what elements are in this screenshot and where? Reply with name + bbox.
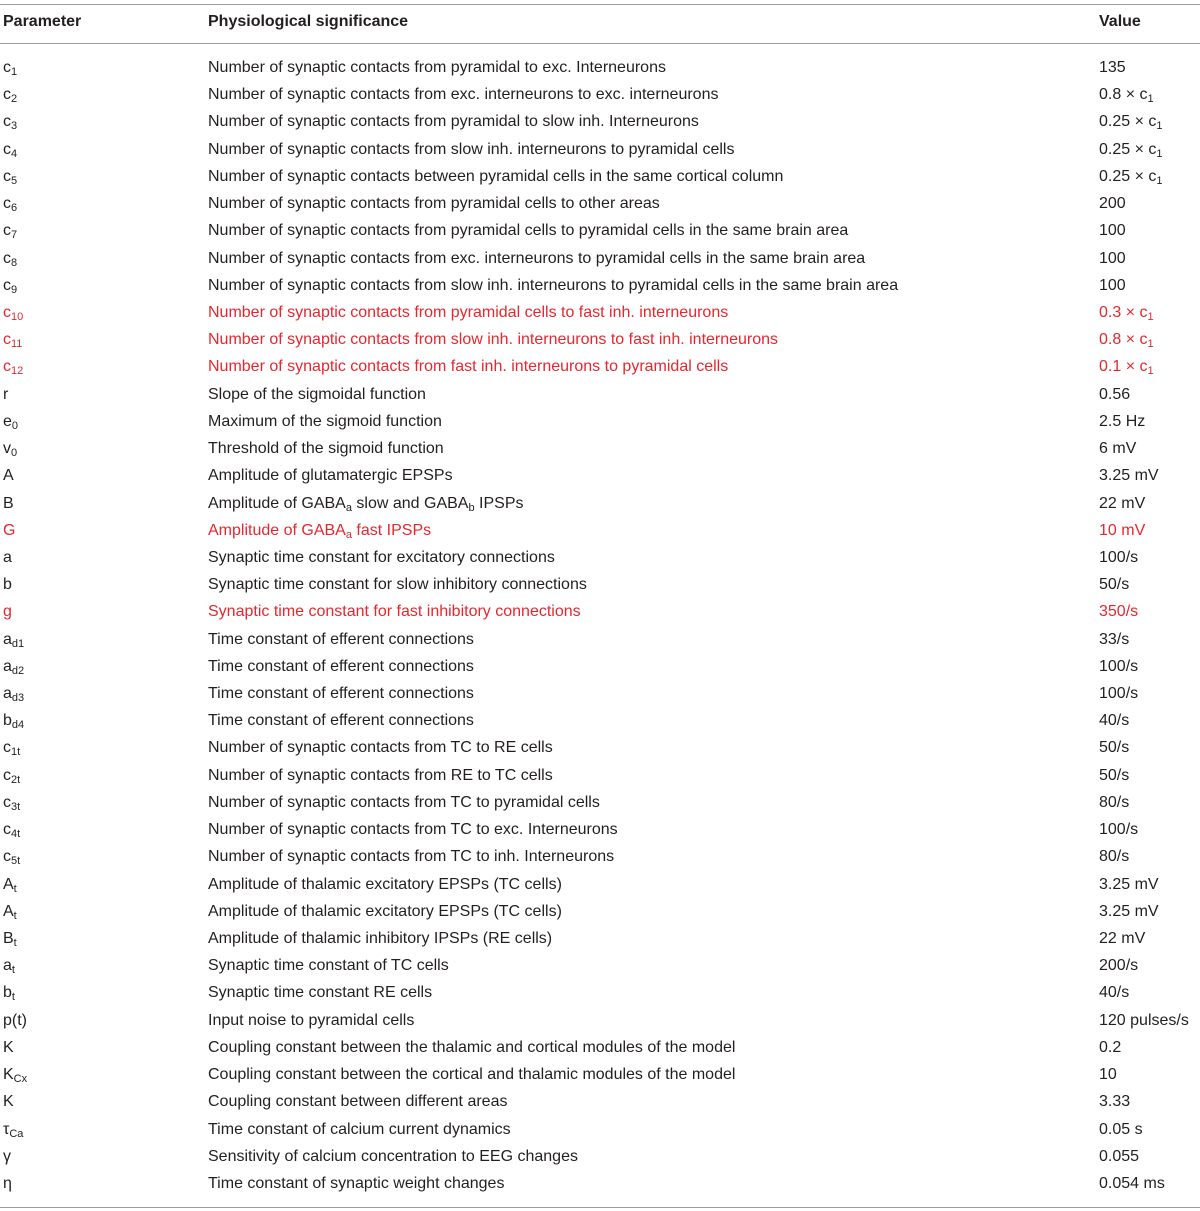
table-row — [0, 898, 1200, 925]
value-cell: 22 mV — [1099, 494, 1146, 512]
value-cell: 50/s — [1099, 576, 1130, 594]
value-cell: 40/s — [1099, 984, 1130, 1002]
significance-cell: Coupling constant between different areas — [208, 1093, 508, 1111]
significance-cell: Amplitude of $GABA_a$ slow and $GABA_b$ IPSPs — [208, 494, 524, 514]
bottom-rule — [0, 1207, 1200, 1208]
parameter-cell: $c_{3t}$ — [3, 793, 21, 813]
significance-cell: Number of synaptic contacts from TC to inh. Interneurons — [208, 848, 615, 866]
value-cell: 50/s — [1099, 766, 1130, 784]
table-row — [0, 1007, 1200, 1034]
parameter-cell: $B_t$ — [3, 930, 17, 949]
value-cell: 0.05 s — [1099, 1120, 1143, 1138]
table-row — [0, 734, 1200, 761]
parameter-cell: $c_7$ — [3, 222, 18, 242]
significance-cell: Number of synaptic contacts from TC to exc. Interneurons — [208, 821, 618, 839]
parameter-cell: $a_t$ — [3, 957, 15, 977]
table-row — [0, 816, 1200, 843]
significance-cell: Number of synaptic contacts from exc. interneurons to pyramidal cells in the same brain area — [208, 249, 866, 267]
value-cell: 200 — [1099, 195, 1126, 213]
significance-cell: Synaptic time constant RE cells — [208, 984, 433, 1002]
value-cell: 100 — [1099, 249, 1126, 267]
significance-cell: Threshold of the sigmoid function — [208, 440, 444, 458]
parameter-cell: $c_{10}$ — [3, 303, 24, 323]
value-cell: 33/s — [1099, 630, 1130, 648]
significance-cell: Time constant of efferent connections — [208, 712, 474, 730]
significance-cell: Number of synaptic contacts from pyramidal to exc. Interneurons — [208, 59, 666, 76]
parameter-cell: $A_t$ — [3, 902, 17, 922]
table-row — [0, 81, 1200, 108]
parameter-cell: $c_4$ — [3, 140, 18, 160]
significance-cell: Time constant of synaptic weight changes — [208, 1174, 505, 1192]
table-row — [0, 381, 1200, 408]
significance-cell: Input noise to pyramidal cells — [208, 1011, 415, 1029]
table-row — [0, 408, 1200, 435]
parameter-cell: $a_{d2}$ — [3, 657, 25, 677]
parameter-cell: $c_{1t}$ — [3, 739, 21, 759]
table-row — [0, 1061, 1200, 1088]
value-cell: 100/s — [1099, 657, 1139, 675]
table-row — [0, 1143, 1200, 1170]
value-cell: $0.25 \times c_1$ — [1099, 140, 1163, 160]
table-body — [0, 54, 1200, 1197]
parameter-cell: η — [3, 1174, 12, 1192]
significance-cell: Number of synaptic contacts from TC to RE cells — [208, 739, 553, 757]
parameter-cell: $c_8$ — [3, 249, 18, 269]
parameter-cell: B — [3, 494, 14, 512]
value-cell: 10 mV — [1099, 521, 1146, 539]
table-row — [0, 54, 1200, 81]
significance-cell: Coupling constant between the thalamic and cortical modules of the model — [208, 1038, 736, 1056]
significance-cell: Amplitude of thalamic excitatory EPSPs (TC cells) — [208, 902, 562, 920]
table-row — [0, 272, 1200, 299]
value-cell: 2.5 Hz — [1099, 412, 1146, 430]
value-cell: $0.25 \times c_1$ — [1099, 167, 1163, 187]
table-row — [0, 299, 1200, 326]
value-cell: $0.25 \times c_1$ — [1099, 113, 1163, 133]
parameter-cell: $c_3$ — [3, 113, 18, 133]
parameter-cell: $c_{4t}$ — [3, 821, 21, 841]
table-row — [0, 517, 1200, 544]
value-cell: 100/s — [1099, 685, 1139, 703]
value-cell: $0.3 \times c_1$ — [1099, 303, 1154, 323]
value-cell: 3.33 — [1099, 1093, 1131, 1111]
parameter-cell: $c_2$ — [3, 86, 18, 106]
value-cell: 120 pulses/s — [1099, 1011, 1189, 1029]
parameter-cell: K — [3, 1093, 14, 1111]
table-row — [0, 163, 1200, 190]
parameter-cell: $v_0$ — [3, 440, 18, 460]
parameter-cell: $c_1$ — [3, 59, 18, 78]
significance-cell: Coupling constant between the cortical and thalamic modules of the model — [208, 1066, 736, 1084]
significance-cell: Amplitude of thalamic inhibitory IPSPs (RE cells) — [208, 930, 553, 947]
significance-cell: Slope of the sigmoidal function — [208, 385, 426, 403]
table-row — [0, 680, 1200, 707]
value-cell: 0.56 — [1099, 385, 1131, 403]
table-row — [0, 979, 1200, 1006]
parameter-cell: g — [3, 603, 12, 621]
value-cell: 3.25 mV — [1099, 875, 1159, 893]
table-row — [0, 1088, 1200, 1115]
table-row — [0, 353, 1200, 380]
parameter-cell: A — [3, 467, 14, 485]
value-cell: 50/s — [1099, 739, 1130, 757]
significance-cell: Number of synaptic contacts from pyramidal cells to pyramidal cells in the same brain area — [208, 222, 849, 240]
significance-cell: Time constant of calcium current dynamics — [208, 1120, 511, 1138]
parameter-cell: $e_0$ — [3, 412, 19, 432]
significance-cell: Synaptic time constant for slow inhibitory connections — [208, 576, 587, 594]
header-significance: Physiological significance — [208, 13, 409, 30]
table-row — [0, 136, 1200, 163]
significance-cell: Number of synaptic contacts from TC to pyramidal cells — [208, 793, 600, 811]
parameter-cell: $A_t$ — [3, 875, 17, 895]
table-row — [0, 1170, 1200, 1197]
significance-cell: Number of synaptic contacts from RE to TC cells — [208, 766, 553, 784]
value-cell: 0.055 — [1099, 1147, 1140, 1165]
table-row — [0, 245, 1200, 272]
table-row — [0, 571, 1200, 598]
significance-cell: Synaptic time constant for fast inhibitory connections — [208, 603, 581, 621]
table-row — [0, 952, 1200, 979]
table-row — [0, 217, 1200, 244]
significance-cell: Number of synaptic contacts from slow inh. interneurons to fast inh. interneurons — [208, 331, 779, 349]
significance-cell: Number of synaptic contacts from exc. interneurons to exc. interneurons — [208, 86, 719, 104]
value-cell: 10 — [1099, 1066, 1117, 1084]
value-cell: 3.25 mV — [1099, 467, 1159, 485]
table-row — [0, 925, 1200, 952]
significance-cell: Number of synaptic contacts from fast inh. interneurons to pyramidal cells — [208, 358, 729, 376]
significance-cell: Amplitude of $GABA_a$ fast IPSPs — [208, 521, 432, 541]
value-cell: 100/s — [1099, 548, 1139, 566]
value-cell: $0.1 \times c_1$ — [1099, 358, 1154, 378]
parameter-cell: $c_{11}$ — [3, 331, 23, 351]
significance-cell: Number of synaptic contacts from pyramidal cells to fast inh. interneurons — [208, 303, 729, 321]
value-cell: 200/s — [1099, 957, 1139, 975]
table-row — [0, 326, 1200, 353]
table-row — [0, 871, 1200, 898]
parameter-cell: $c_5$ — [3, 167, 18, 187]
parameter-cell: $K_{Cx}$ — [3, 1066, 28, 1086]
value-cell: $0.8 \times c_1$ — [1099, 86, 1154, 106]
header-value: Value — [1099, 13, 1141, 30]
table-row — [0, 598, 1200, 625]
value-cell: 350/s — [1099, 603, 1139, 621]
table-row — [0, 544, 1200, 571]
table-row — [0, 653, 1200, 680]
parameter-cell: p(t) — [3, 1011, 27, 1029]
value-cell: 100/s — [1099, 821, 1139, 839]
table-row — [0, 762, 1200, 789]
value-cell: 40/s — [1099, 712, 1130, 730]
significance-cell: Time constant of efferent connections — [208, 657, 474, 675]
significance-cell: Time constant of efferent connections — [208, 630, 474, 648]
table-row — [0, 108, 1200, 135]
parameter-cell: γ — [3, 1147, 11, 1165]
value-cell: 0.2 — [1099, 1038, 1122, 1056]
significance-cell: Amplitude of glutamatergic EPSPs — [208, 467, 453, 485]
parameter-cell: K — [3, 1038, 14, 1056]
parameter-cell: $c_6$ — [3, 195, 18, 215]
parameter-cell: G — [3, 521, 16, 539]
significance-cell: Sensitivity of calcium concentration to EEG changes — [208, 1147, 578, 1165]
value-cell: 0.054 ms — [1099, 1174, 1165, 1192]
table-row — [0, 707, 1200, 734]
parameter-cell: r — [3, 385, 9, 403]
table-row — [0, 789, 1200, 816]
significance-cell: Maximum of the sigmoid function — [208, 412, 442, 430]
value-cell: 80/s — [1099, 793, 1130, 811]
parameter-cell: $c_{12}$ — [3, 358, 24, 378]
significance-cell: Amplitude of thalamic excitatory EPSPs (TC cells) — [208, 875, 562, 893]
parameter-cell: $b_t$ — [3, 984, 15, 1004]
parameter-cell: b — [3, 576, 12, 594]
value-cell: 6 mV — [1099, 440, 1137, 458]
parameter-cell: $\tau_{Ca}$ — [3, 1120, 24, 1140]
table-row — [0, 1116, 1200, 1143]
table-row — [0, 435, 1200, 462]
table-row — [0, 462, 1200, 489]
table-row — [0, 843, 1200, 870]
parameter-cell: $a_{d1}$ — [3, 630, 25, 650]
significance-cell: Time constant of efferent connections — [208, 685, 474, 703]
value-cell: 80/s — [1099, 848, 1130, 866]
header-parameter: Parameter — [3, 13, 82, 30]
table-row — [0, 1034, 1200, 1061]
parameter-cell: $c_9$ — [3, 276, 18, 296]
significance-cell: Synaptic time constant of TC cells — [208, 957, 449, 975]
value-cell: 3.25 mV — [1099, 902, 1159, 920]
value-cell: 100 — [1099, 222, 1126, 240]
table-row — [0, 490, 1200, 517]
parameter-cell: $c_{5t}$ — [3, 848, 21, 868]
significance-cell: Number of synaptic contacts from pyramidal cells to other areas — [208, 195, 660, 213]
significance-cell: Synaptic time constant for excitatory connections — [208, 548, 555, 566]
parameter-cell: $c_{2t}$ — [3, 766, 21, 786]
table-row — [0, 626, 1200, 653]
value-cell: 135 — [1099, 59, 1126, 76]
parameter-cell: a — [3, 548, 12, 566]
value-cell: $0.8 \times c_1$ — [1099, 331, 1154, 351]
significance-cell: Number of synaptic contacts from pyramidal to slow inh. Interneurons — [208, 113, 699, 131]
significance-cell: Number of synaptic contacts from slow inh. interneurons to pyramidal cells — [208, 140, 735, 158]
table-header — [0, 4, 1200, 43]
parameter-cell: $a_{d3}$ — [3, 685, 25, 705]
parameter-cell: $b_{d4}$ — [3, 712, 25, 732]
value-cell: 100 — [1099, 276, 1126, 294]
table-row — [0, 190, 1200, 217]
value-cell: 22 mV — [1099, 930, 1146, 947]
significance-cell: Number of synaptic contacts between pyramidal cells in the same cortical column — [208, 167, 784, 185]
significance-cell: Number of synaptic contacts from slow inh. interneurons to pyramidal cells in the same brain area — [208, 276, 899, 294]
header-rule — [0, 43, 1200, 44]
